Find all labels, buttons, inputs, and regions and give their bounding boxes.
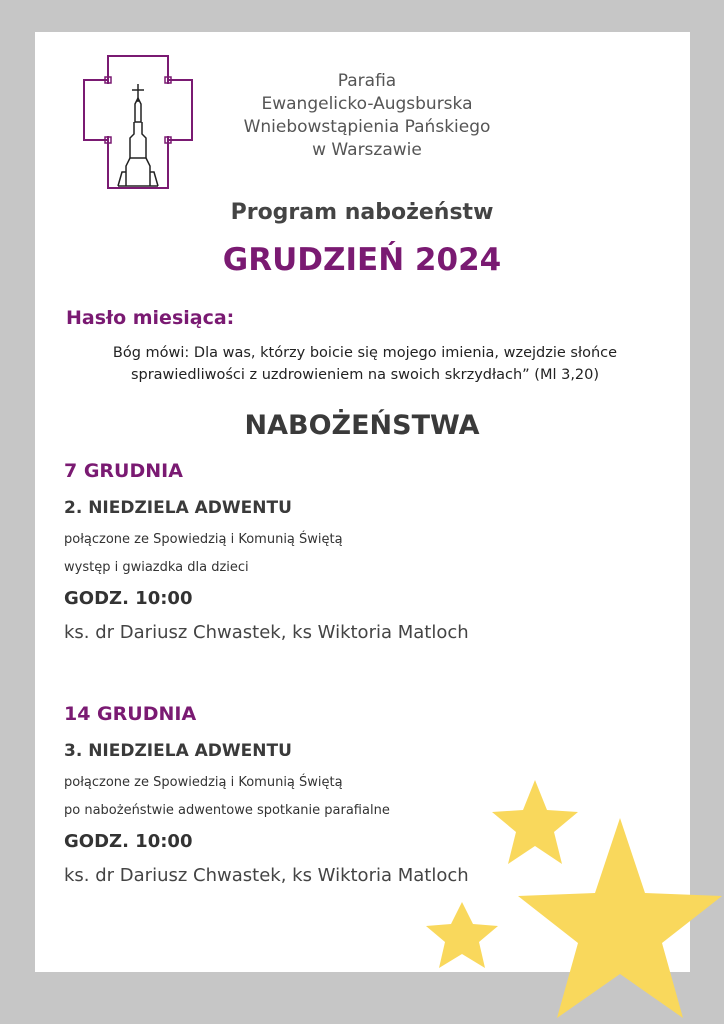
service-sunday: 2. NIEDZIELA ADWENTU: [64, 498, 292, 518]
service-clergy: ks. dr Dariusz Chwastek, ks Wiktoria Matloch: [64, 865, 469, 886]
parish-line: Ewangelicko-Augsburska: [261, 94, 473, 114]
service-note: połączone ze Spowiedzią i Komunią Świętą: [64, 775, 343, 790]
motto-text: Bóg mówi: Dla was, którzy boicie się mojego imienia, wzejdzie słońce sprawiedliwości z uzdrowieniem na swoich skrzydłach” (Ml 3,20): [112, 345, 618, 383]
service-sunday: 3. NIEDZIELA ADWENTU: [64, 741, 292, 761]
service-note: po nabożeństwie adwentowe spotkanie parafialne: [64, 803, 390, 818]
service-entry: [64, 460, 644, 643]
parish-line: Parafia: [337, 71, 397, 91]
parish-line: w Warszawie: [312, 140, 422, 160]
services-title: NABOŻEŃSTWA: [244, 410, 480, 441]
program-title: Program nabożeństw: [230, 200, 494, 225]
service-date: 14 GRUDNIA: [64, 703, 197, 725]
service-clergy: ks. dr Dariusz Chwastek, ks Wiktoria Matloch: [64, 622, 469, 643]
parish-name: [212, 70, 522, 162]
church-cross-logo-icon: [82, 54, 194, 190]
motto-label: Hasło miesiąca:: [66, 307, 235, 329]
service-time: GODZ. 10:00: [64, 588, 193, 609]
service-time: GODZ. 10:00: [64, 831, 193, 852]
service-date: 7 GRUDNIA: [64, 460, 183, 482]
service-entry: [64, 703, 644, 886]
month-title: GRUDZIEŃ 2024: [222, 242, 502, 278]
service-note: występ i gwiazdka dla dzieci: [64, 560, 249, 575]
service-note: połączone ze Spowiedzią i Komunią Świętą: [64, 532, 343, 547]
parish-line: Wniebowstąpienia Pańskiego: [243, 117, 491, 137]
